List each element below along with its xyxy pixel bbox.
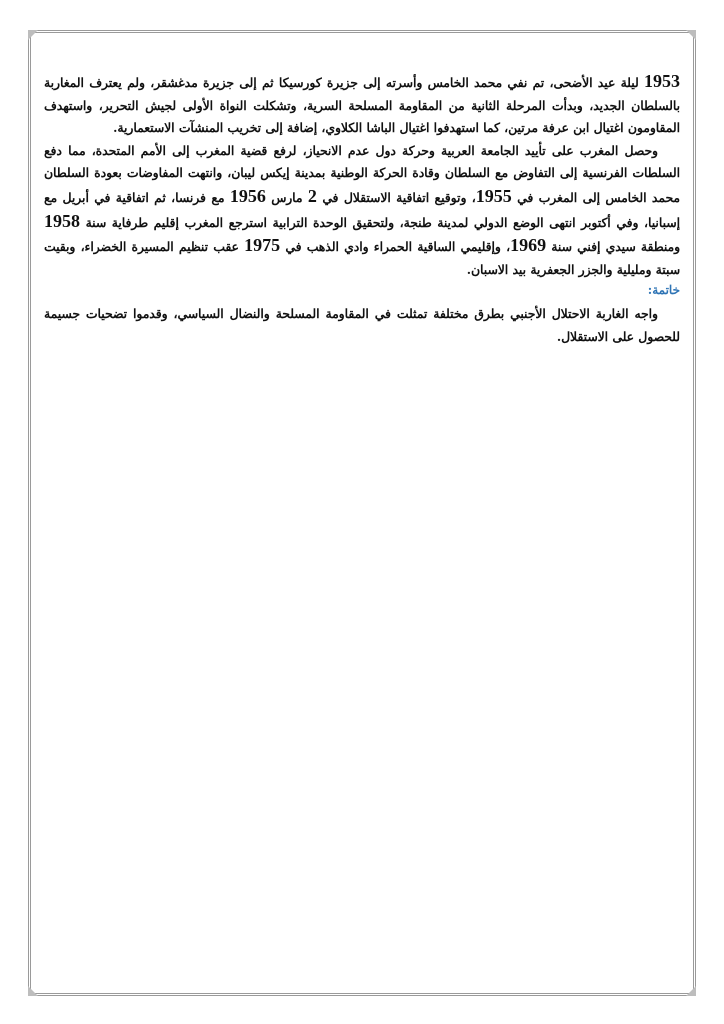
paragraph-text: ليلة عيد الأضحى، تم نفي محمد الخامس وأسرته إلى جزيرة كورسيكا ثم إلى جزيرة مدغشقر، ولم يعترف المغاربة بالسلطان الجديد، وبدأت المرحلة الثانية من المقاومة المسلحة السرية، وتشكلت النواة الأولى لجيش التحرير، واستهدف المقاومون اغتيال ابن عرفة مرتين، كما استهدفوا اغتيال الباشا الكلاوي، إضافة إلى تخريب المنشآت الاستعمارية.	[44, 75, 680, 136]
conclusion-paragraph: واجه الغاربة الاحتلال الأجنبي بطرق مختلفة تمثلت في المقاومة المسلحة والنضال السياسي، وقدموا تضحيات جسيمة للحصول على الاستقلال.	[44, 306, 680, 344]
day-2: 2	[307, 185, 317, 206]
border-corner-ornament	[28, 986, 38, 996]
paragraph-text: ، وإقليمي الساقية الحمراء وادي الذهب في	[285, 239, 511, 255]
paragraph-exile-1953	[44, 70, 680, 140]
year-1953: 1953	[644, 71, 681, 91]
paragraph-independence	[44, 140, 680, 282]
document-body	[44, 70, 680, 349]
paragraph-text: مارس	[271, 189, 303, 205]
conclusion-heading: خاتمة:	[647, 283, 680, 298]
border-corner-ornament	[28, 30, 38, 40]
paragraph-text: وحصل المغرب على تأييد الجامعة العربية وحركة دول عدم الانحياز، لرفع قضية المغرب إلى الأمم المتحدة، مما دفع السلطات الفرنسية إلى التفاوض مع السلطان وقادة الحركة الوطنية بمدينة إيكس ليبان، وانتهت المفاوضات بعودة السلطان محمد الخامس إلى المغرب في	[44, 142, 681, 205]
year-1956: 1956	[229, 185, 266, 206]
paragraph-text: عقب تنظيم المسيرة الخضراء، وبقيت سبتة ومليلية والجزر الجعفرية بيد الاسبان.	[44, 239, 680, 277]
paragraph-text: ومنطقة سيدي إفني سنة	[551, 239, 681, 255]
year-1955: 1955	[475, 185, 512, 206]
border-corner-ornament	[686, 30, 696, 40]
year-1975: 1975	[244, 235, 281, 256]
border-corner-ornament	[686, 986, 696, 996]
paragraph-text: ، وتوقيع اتفاقية الاستقلال في	[322, 189, 476, 205]
year-1958: 1958	[44, 210, 80, 231]
year-1969: 1969	[510, 235, 547, 256]
paragraph-text: مع فرنسا، ثم اتفاقية في أبريل مع إسبانيا، وفي أكتوبر انتهى الوضع الدولي لمدينة طنجة، ولتحقيق الوحدة الترابية استرجع المغرب إقليم طرفاية سنة	[44, 189, 680, 230]
